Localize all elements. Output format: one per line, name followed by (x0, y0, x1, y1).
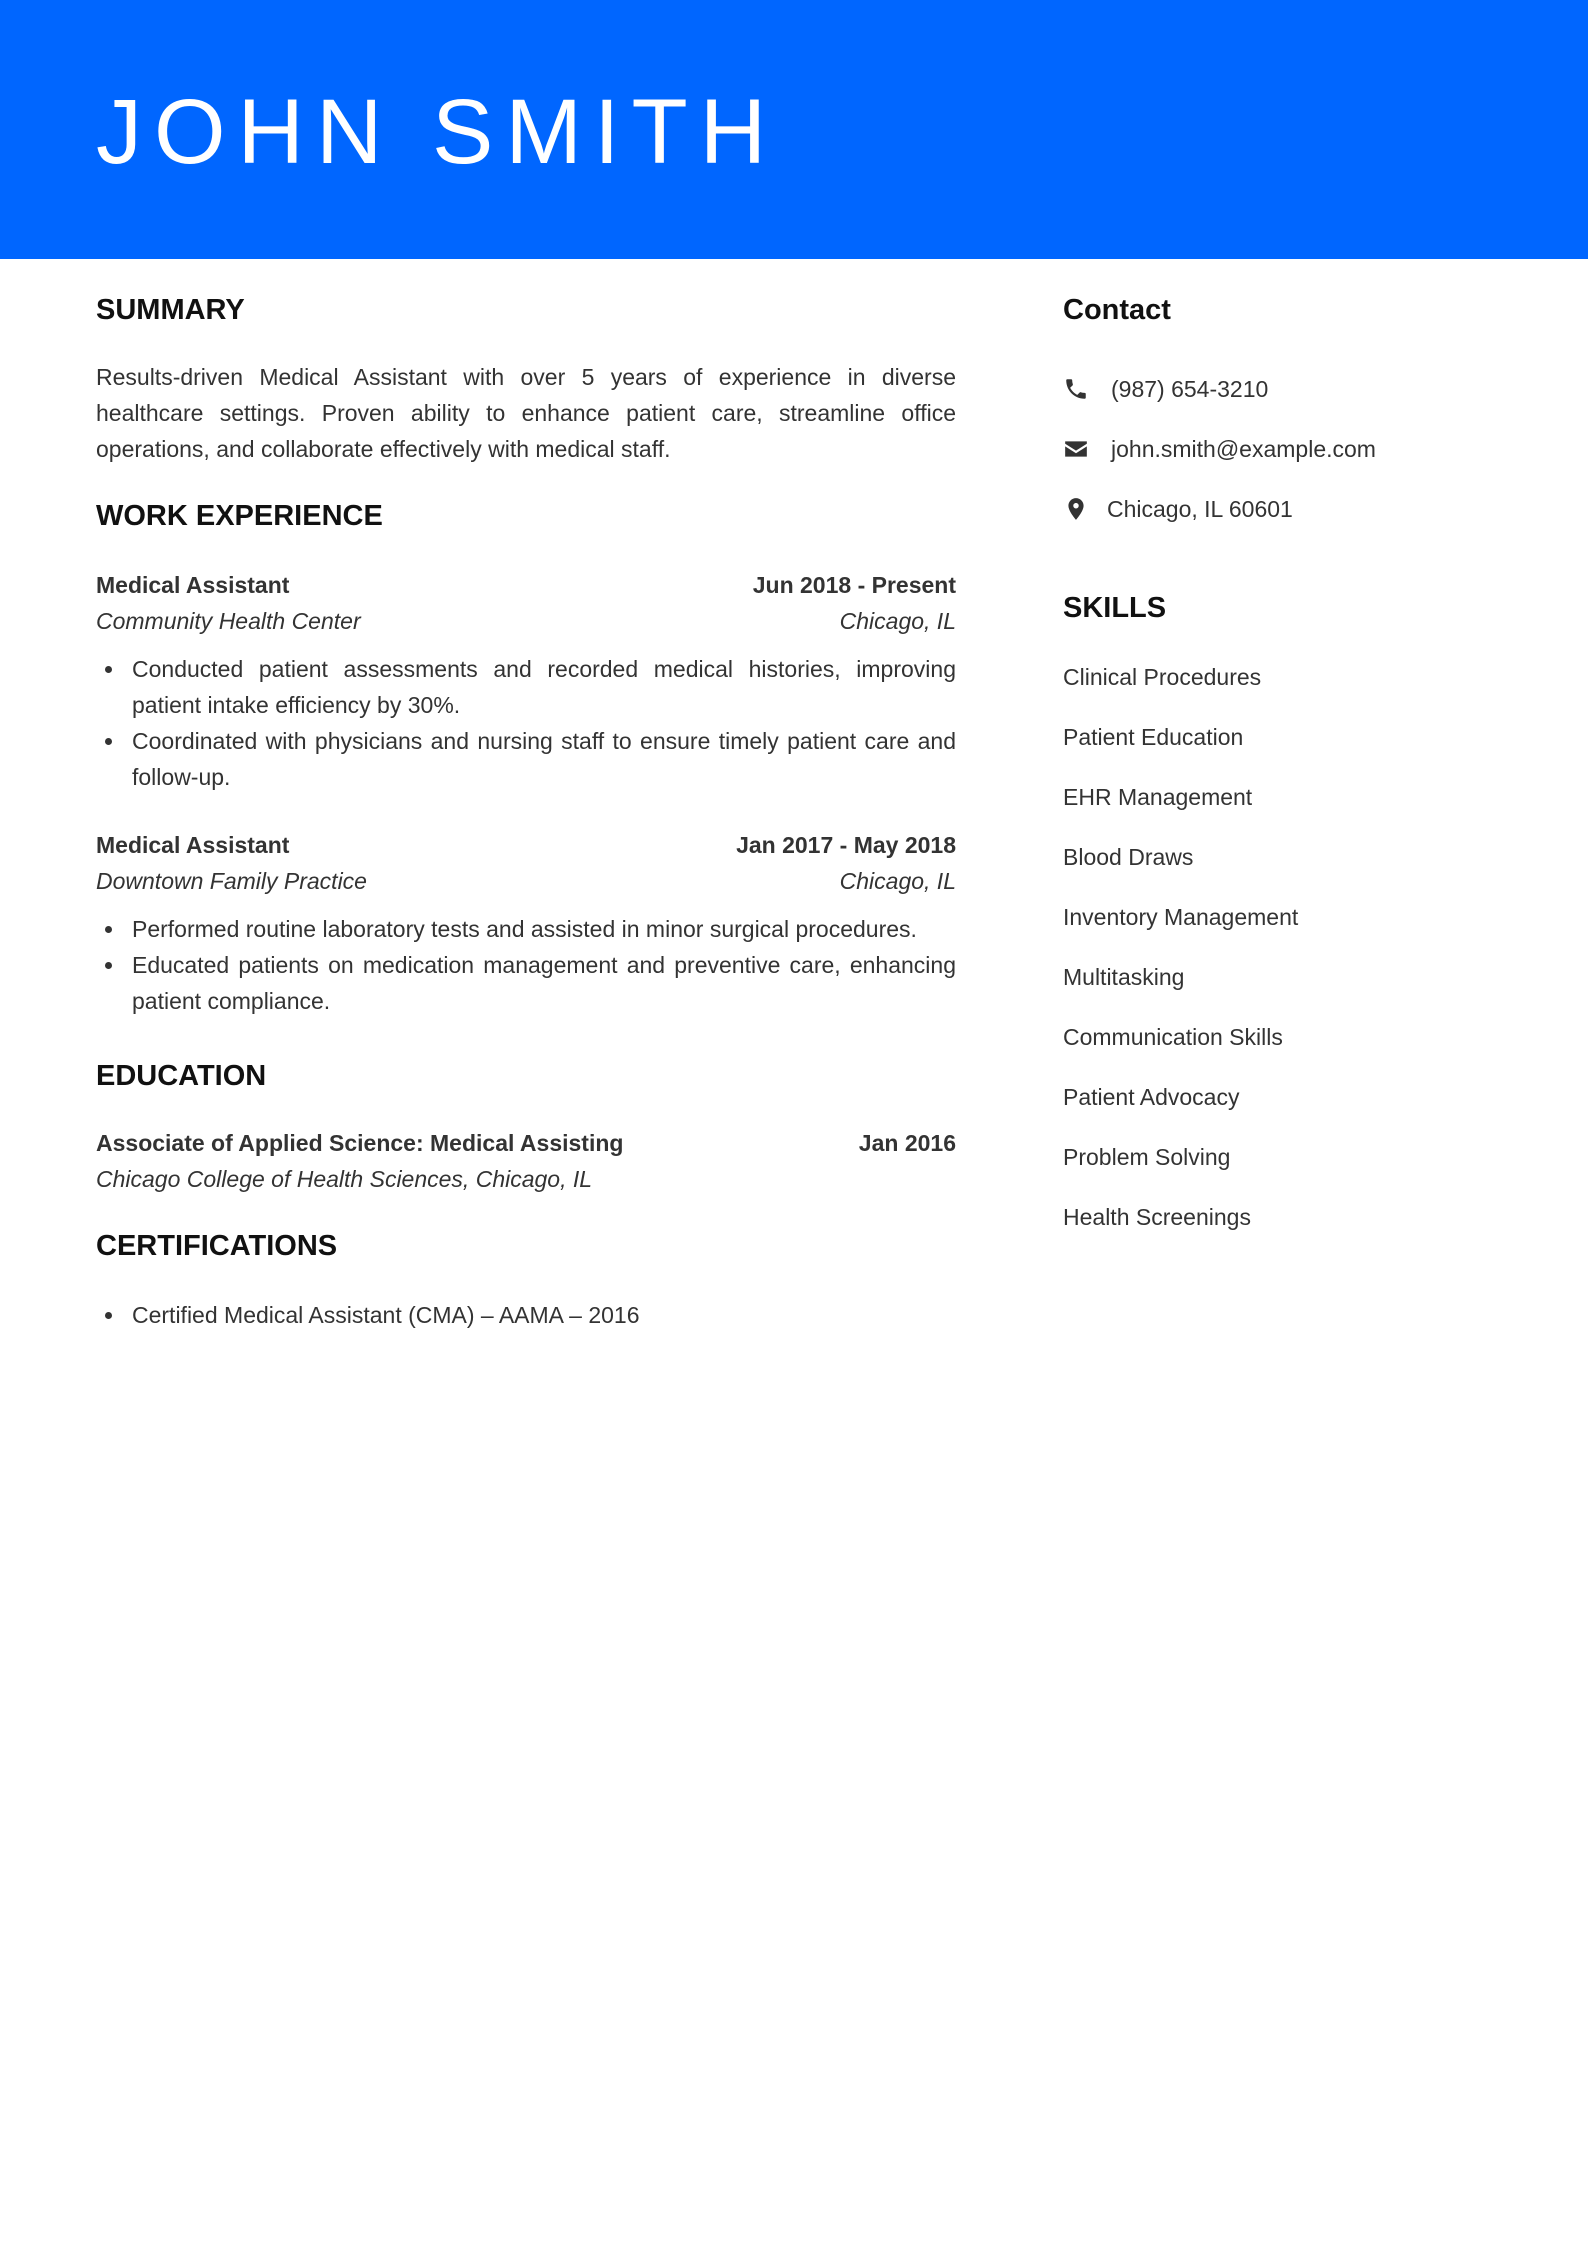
education-heading: EDUCATION (96, 1060, 267, 1092)
job-2-location: Chicago, IL (839, 868, 956, 894)
contact-phone (1063, 374, 1268, 404)
job-2-subheader (96, 866, 956, 896)
certifications-list (96, 1297, 956, 1333)
skill-item: Health Screenings (1063, 1204, 1251, 1230)
job-1-header (96, 570, 956, 600)
skill-item: Blood Draws (1063, 844, 1194, 870)
job-1-bullets (96, 651, 956, 795)
phone-icon (1063, 376, 1089, 402)
contact-location (1063, 494, 1293, 524)
job-2-bullets (96, 911, 956, 1019)
job-2-dates: Jan 2017 - May 2018 (736, 832, 956, 858)
education-degree: Associate of Applied Science: Medical Assisting (96, 1130, 624, 1156)
list-item: Certified Medical Assistant (CMA) – AAMA – 2016 (96, 1297, 956, 1333)
list-item: Performed routine laboratory tests and assisted in minor surgical procedures. (96, 911, 956, 947)
contact-location-text: Chicago, IL 60601 (1107, 495, 1293, 522)
work-experience-heading: WORK EXPERIENCE (96, 500, 383, 532)
education-header (96, 1128, 956, 1158)
list-item: Coordinated with physicians and nursing staff to ensure timely patient care and follow-up. (96, 723, 956, 795)
skill-item: EHR Management (1063, 784, 1253, 810)
header-banner (0, 0, 1588, 259)
contact-phone-text: (987) 654-3210 (1111, 375, 1269, 402)
job-2-role: Medical Assistant (96, 832, 290, 858)
list-item: Educated patients on medication management and preventive care, enhancing patient compliance. (96, 947, 956, 1019)
candidate-name: JOHN SMITH (96, 81, 779, 183)
skill-item: Patient Education (1063, 724, 1244, 750)
contact-heading: Contact (1063, 294, 1171, 326)
job-1-subheader (96, 606, 956, 636)
skill-item: Communication Skills (1063, 1024, 1283, 1050)
summary-heading: SUMMARY (96, 294, 245, 326)
job-2-company: Downtown Family Practice (96, 868, 367, 894)
skill-item: Multitasking (1063, 964, 1185, 990)
education-date: Jan 2016 (858, 1130, 956, 1156)
education-school: Chicago College of Health Sciences, Chicago, IL (96, 1166, 593, 1192)
job-2-header (96, 830, 956, 860)
skill-item: Problem Solving (1063, 1144, 1231, 1170)
skill-item: Clinical Procedures (1063, 664, 1262, 690)
job-1-dates: Jun 2018 - Present (752, 572, 956, 598)
job-1-location: Chicago, IL (839, 608, 956, 634)
map-pin-icon (1063, 496, 1089, 522)
skill-item: Patient Advocacy (1063, 1084, 1240, 1110)
contact-email-text: john.smith@example.com (1111, 435, 1376, 462)
skill-item: Inventory Management (1063, 904, 1299, 930)
certifications-heading: CERTIFICATIONS (96, 1230, 338, 1262)
summary-text: Results-driven Medical Assistant with over 5 years of experience in diverse healthcare settings. Proven ability to enhance patient care, streamline office operations, and collaborate effectively with medical staff. (96, 364, 956, 462)
skills-heading: SKILLS (1063, 592, 1167, 624)
contact-email (1063, 434, 1376, 464)
envelope-icon (1063, 436, 1089, 462)
job-1-role: Medical Assistant (96, 572, 290, 598)
job-1-company: Community Health Center (96, 608, 361, 634)
list-item: Conducted patient assessments and recorded medical histories, improving patient intake efficiency by 30%. (96, 651, 956, 723)
education-subheader (96, 1164, 956, 1194)
